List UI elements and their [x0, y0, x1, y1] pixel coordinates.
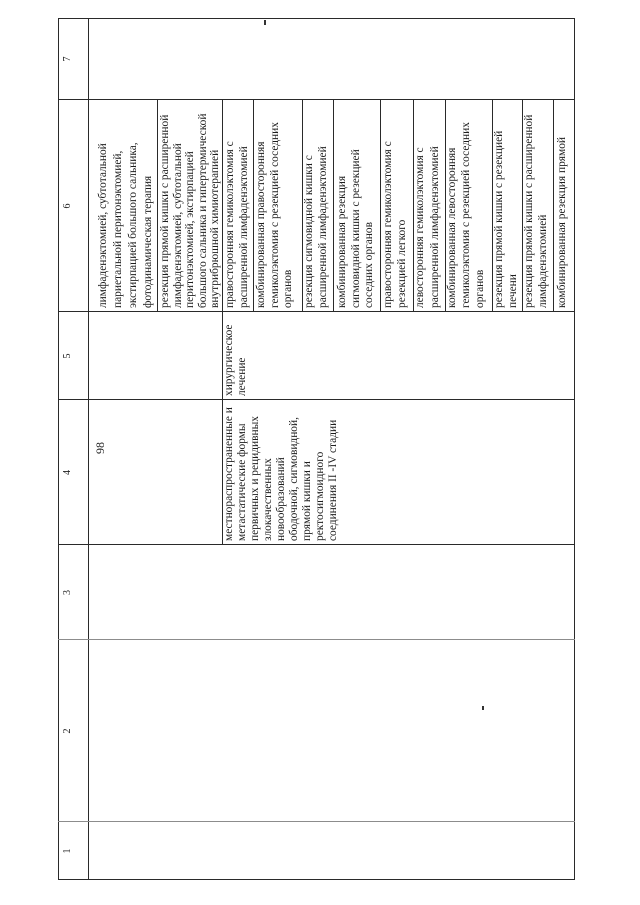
treatment-cell: комбинированная резекция прямой	[556, 136, 568, 308]
column-divider	[58, 99, 575, 100]
column-number-7: 7	[62, 56, 73, 62]
column-divider	[58, 639, 575, 640]
treatment-cell: резекция прямой кишки с расширенной лимфаденэктомией	[523, 114, 549, 308]
column-divider	[58, 544, 575, 545]
treatment-cell: лимфаденэктомией, субтотальной париетальной перитонэктомией, экстирпацией большого сальника, фотодинамическая терапия	[97, 142, 154, 308]
row-divider	[553, 100, 554, 312]
page-number: 98	[93, 442, 107, 454]
column-number-1: 1	[62, 848, 73, 854]
column-divider	[58, 821, 575, 822]
treatment-cell: левосторонняя гемиколэктомия с расширенной лимфаденэктомией	[414, 146, 441, 308]
column-number-6: 6	[62, 203, 73, 209]
treatment-type: хирургическое лечение	[223, 324, 248, 396]
row-divider	[333, 100, 334, 312]
column-number-4: 4	[62, 470, 73, 475]
row-divider	[253, 100, 254, 312]
treatment-cell: резекция сигмовидной кишки с расширенной лимфаденэктомией	[303, 146, 329, 308]
disease-description: местнораспространенные и метастатические формы первичных и рецидивных злокачественных новообразований ободочной, сигмовидной, прямой кишки и ректосигмоидного соединения II -IV стадии	[223, 407, 339, 541]
treatment-cell: комбинированная левосторонняя гемиколэктомия с резекцией соседних органов	[446, 122, 486, 308]
scan-speck	[264, 20, 266, 25]
row-divider	[157, 100, 158, 312]
treatment-cell: правосторонняя гемиколэктомия с расширенной лимфаденэктомией	[224, 141, 250, 308]
treatment-cell: резекция прямой кишки с резекцией печени	[493, 130, 519, 308]
column-divider	[58, 399, 575, 400]
treatment-cell: комбинированная резекция сигмовидной кишки с резекцией соседних органов	[336, 149, 375, 308]
treatment-cell: резекция прямой кишки с расширенной лимфаденэктомией, субтотальной перитонэктомией, экстирпацией большого сальника и гипертермической внутрибрюшной химиотерапией	[159, 113, 221, 308]
header-divider	[88, 18, 89, 880]
treatment-cell: комбинированная правосторонняя гемиколэктомия с резекцией соседних органов	[255, 122, 294, 308]
column-number-3: 3	[62, 590, 73, 595]
treatment-cell: правосторонняя гемиколэктомия с резекцией легкого	[382, 141, 408, 308]
column-number-5: 5	[62, 353, 73, 359]
scan-speck	[482, 706, 484, 710]
column-number-2: 2	[62, 728, 73, 734]
column-divider	[58, 311, 575, 312]
